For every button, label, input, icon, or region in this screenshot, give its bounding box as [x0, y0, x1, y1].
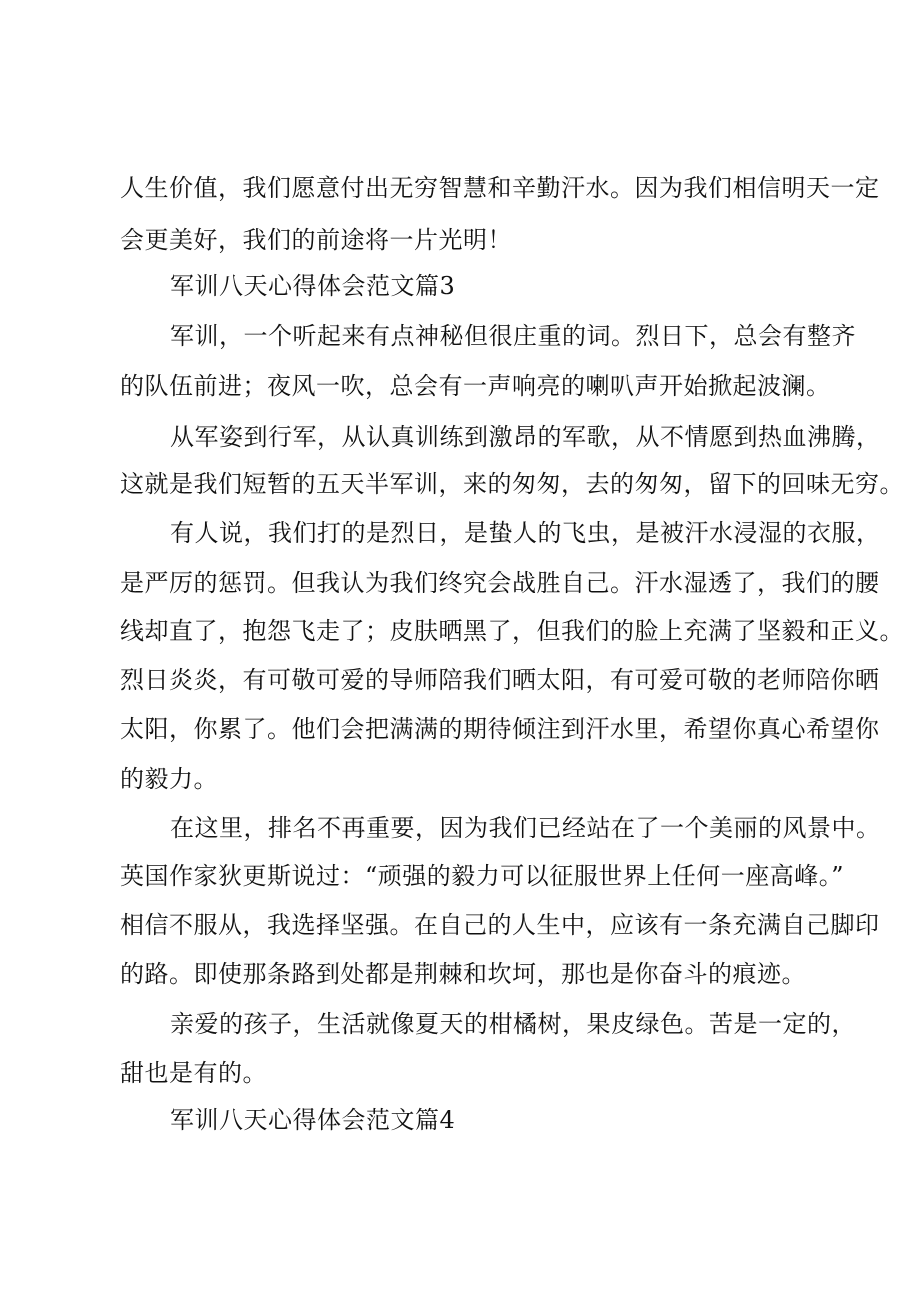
- text-line: 会更美好，我们的前途将一片光明！: [120, 226, 512, 254]
- text-line: 的队伍前进；夜风一吹，总会有一声响亮的喇叭声开始掀起波澜。: [120, 372, 831, 400]
- text-line: 亲爱的孩子，生活就像夏天的柑橘树，果皮绿色。苦是一定的，: [170, 1010, 856, 1038]
- section-heading: 军训八天心得体会范文篇4: [170, 1106, 456, 1134]
- text-line: 军训，一个听起来有点神秘但很庄重的词。烈日下，总会有整齐: [170, 322, 856, 350]
- text-line: 英国作家狄更斯说过：“顽强的毅力可以征服世界上任何一座高峰。”: [120, 862, 845, 890]
- text-line: 从军姿到行军，从认真训练到激昂的军歌，从不情愿到热血沸腾，: [170, 423, 881, 451]
- text-line: 烈日炎炎，有可敬可爱的导师陪我们晒太阳，有可爱可敬的老师陪你晒: [120, 666, 880, 694]
- text-line: 线却直了，抱怨飞走了；皮肤晒黑了，但我们的脸上充满了坚毅和正义。: [120, 617, 904, 645]
- section-heading: 军训八天心得体会范文篇3: [170, 272, 456, 300]
- text-line: 是严厉的惩罚。但我认为我们终究会战胜自己。汗水湿透了，我们的腰: [120, 569, 880, 597]
- text-line: 的毅力。: [120, 765, 218, 793]
- text-line: 在这里，排名不再重要，因为我们已经站在了一个美丽的风景中。: [170, 814, 881, 842]
- text-line: 有人说，我们打的是烈日，是蛰人的飞虫，是被汗水浸湿的衣服，: [170, 519, 881, 547]
- text-line: 这就是我们短暂的五天半军训，来的匆匆，去的匆匆，留下的回味无穷。: [120, 470, 904, 498]
- text-line: 的路。即使那条路到处都是荆棘和坎坷，那也是你奋斗的痕迹。: [120, 960, 806, 988]
- text-line: 人生价值，我们愿意付出无穷智慧和辛勤汗水。因为我们相信明天一定: [120, 174, 880, 202]
- text-line: 甜也是有的。: [120, 1059, 267, 1087]
- text-line: 相信不服从，我选择坚强。在自己的人生中，应该有一条充满自己脚印: [120, 911, 880, 939]
- text-line: 太阳，你累了。他们会把满满的期待倾注到汗水里，希望你真心希望你: [120, 715, 880, 743]
